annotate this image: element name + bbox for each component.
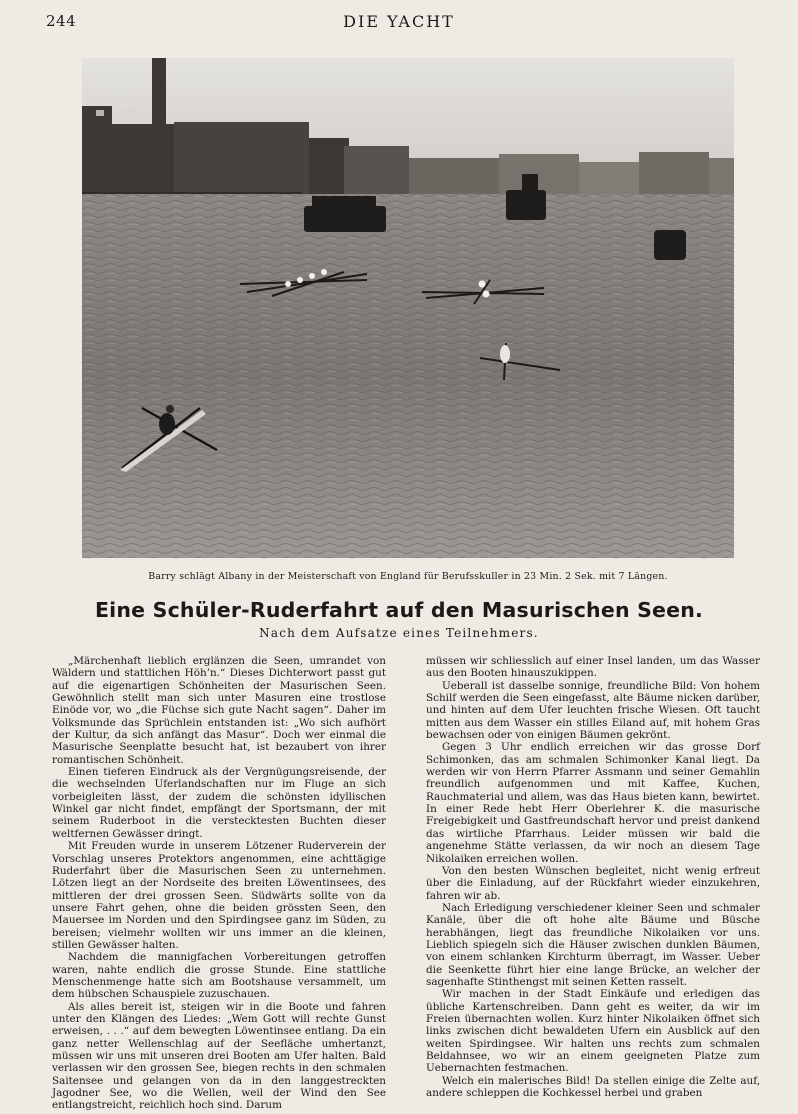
paragraph: Welch ein malerisches Bild! Da stellen einige die Zelte auf, andere schleppen die Kochkessel herbei und graben [426,1074,760,1100]
rowing-photo [82,58,734,558]
right-column [426,655,760,1099]
paragraph: Ueberall ist dasselbe sonnige, freundliche Bild: Von hohem Schilf werden die Seen eingefasst, alte Bäume nicken darüber, und hinten auf dem Ufer leuchten frische Wiesen. Oft taucht mitten aus dem Wasser ein stilles Eiland auf, mit hohem Gras bewachsen oder von einigen Bäumen gekrönt. [426,679,760,742]
paragraph: Nach Erledigung verschiedener kleiner Seen und schmaler Kanäle, über die oft hohe alte Bäume und Büsche herabhängen, liegt das freundliche Nikolaiken vor uns. Lieblich spiegeln sich die Häuser zwischen dunklen Bäumen, von einem schlanken Kirchturm überragt, im Wasser. Ueber die Seenkette führt hier eine lange Brücke, an welcher der sagenhafte Stinthengst mit seinen Ketten rasselt. [426,901,760,988]
running-title: DIE YACHT [343,12,455,31]
article-subtitle: Nach dem Aufsatze eines Teilnehmers. [259,626,539,640]
paragraph: Als alles bereit ist, steigen wir in die Boote und fahren unter den Klängen des Liedes: „Wem Gott will rechte Gunst erweisen, . . .“ auf dem bewegten Löwentinsee entlang. Da ein ganz netter Wellenschlag auf der Seefläche umhertanzt, müssen wir uns mit unseren drei Booten am Ufer halten. Bald verlassen wir den grossen See, biegen rechts in den schmalen Saitensee und gelangen von da in den langgestreckten Jagodner See, wo die Wellen, weil der Wind den See entlangstreicht, reichlich hoch sind. Darum [52,1000,386,1112]
paragraph: Wir machen in der Stadt Einkäufe und erledigen das übliche Kartenschreiben. Dann geht es weiter, da wir im Freien übernachten wollen. Kurz hinter Nikolaiken öffnet sich links zwischen dicht bewaldeten Ufern ein Ausblick auf den weiten Spirdingsee. Wir halten uns rechts zum schmalen Beldahnsee, wo wir an einem geeigneten Platze zum Uebernachten festmachen. [426,988,760,1075]
paragraph: Gegen 3 Uhr endlich erreichen wir das grosse Dorf Schimonken, das am schmalen Schimonker Kanal liegt. Da werden wir von Herrn Pfarrer Assmann und seiner Gemahlin freundlich aufgenommen und mit Kaffee, Kuchen, Rauchmaterial und allem, was das Haus bieten kann, bewirtet. In einer Rede hebt Herr Oberlehrer K. die masurische Freigebigkeit und Gastfreundschaft hervor und preist dankend das wirtliche Pfarrhaus. Leider müssen wir bald die angenehme Stätte verlassen, da wir noch an diesem Tage Nikolaiken erreichen wollen. [426,741,760,865]
paragraph: Von den besten Wünschen begleitet, nicht wenig erfreut über die Einladung, auf der Rückfahrt wieder einzukehren, fahren wir ab. [426,864,760,902]
page-number: 244 [46,12,77,30]
left-column [52,655,386,1112]
paragraph: Nachdem die mannigfachen Vorbereitungen getroffen waren, nahte endlich die grosse Stunde. Eine stattliche Menschenmenge hatte sich am Bootshause versammelt, um dem hübschen Schauspiele zuzuschauen. [52,951,386,1001]
paragraph-continued: müssen wir schliesslich auf einer Insel landen, um das Wasser aus den Booten hinauszukippen. [426,655,760,680]
paragraph: Mit Freuden wurde in unserem Lötzener Ruderverein der Vorschlag unseres Protektors angenommen, eine achttägige Ruderfahrt über die Masurischen Seen zu unternehmen. Lötzen liegt an der Nordseite des breiten Löwentinsees, des mittleren der drei grossen Seen. Südwärts sollte von da unsere Fahrt gehen, ohne die beiden grössten Seen, den Mauersee im Norden und den Spirdingsee ganz im Süden, zu bereisen; vielmehr wollten wir uns immer an die kleinen, stillen Gewässer halten. [52,840,386,951]
photo-caption: Barry schlägt Albany in der Meisterschaft von England für Berufsskuller in 23 Min. 2 Sek. mit 7 Längen. [148,571,668,582]
paragraph: „Märchenhaft lieblich erglänzen die Seen, umrandet von Wäldern und stattlichen Höh’n.“ Dieses Dichterwort passt gut auf die eigenartigen Schönheiten der Masurischen Seen. Gewöhnlich stellt man sich unter Masuren eine trostlose Einöde vor, wo „die Füchse sich gute Nacht sagen“. Daher im Volksmunde das Sprüchlein entstanden ist: „Wo sich aufhört der Kultur, da sich anfängt das Masur“. Doch wer einmal die Masurische Seenplatte besucht hat, ist bezaubert von ihrer romantischen Schönheit. [52,655,386,766]
paragraph: Einen tieferen Eindruck als der Vergnügungsreisende, der die wechselnden Uferlandschaften nur im Fluge an sich vorbeigleiten lässt, der zudem die schönsten idyllischen Winkel gar nicht findet, empfängt der Sportsmann, der mit seinem Ruderboot in die verstecktesten Buchten dieser weltfernen Gewässer dringt. [52,766,386,840]
article-title: Eine Schüler-Ruderfahrt auf den Masurischen Seen. [94,598,704,622]
